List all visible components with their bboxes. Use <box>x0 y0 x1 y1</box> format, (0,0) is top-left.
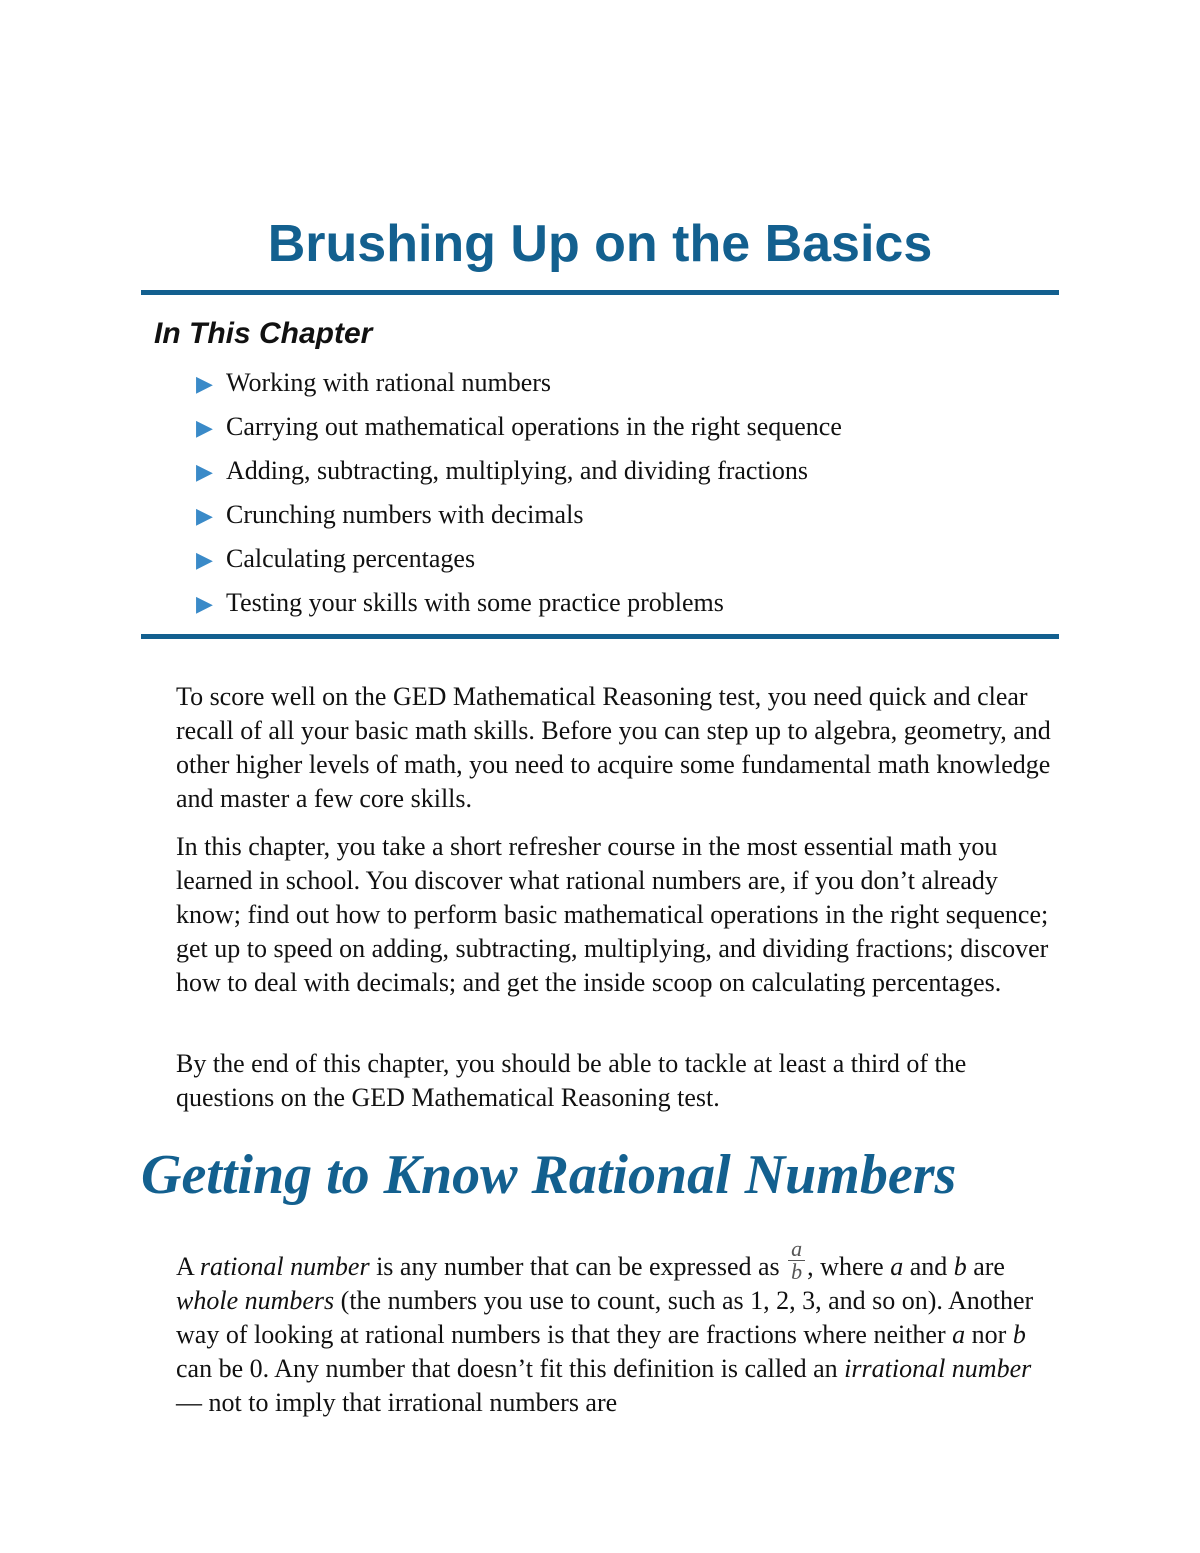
bottom-divider <box>141 634 1059 639</box>
list-item: ▶ Calculating percentages <box>196 537 842 581</box>
list-item: ▶ Adding, subtracting, multiplying, and dividing fractions <box>196 449 842 493</box>
triangle-right-icon: ▶ <box>196 503 213 528</box>
intro-paragraph-2: In this chapter, you take a short refresher course in the most essential math you learned in school. You discover what rational numbers are, if you don’t already know; find out how to perform basic mathematical operations in the right sequence; get up to speed on adding, subtracting, multiplying, and dividing fractions; discover how to deal with decimals; and get the inside scoop on calculating percentages. <box>176 832 1049 997</box>
term-irrational-number: irrational number <box>844 1354 1032 1383</box>
toc-heading: In This Chapter <box>154 317 373 350</box>
intro-paragraph-1: To score well on the GED Mathematical Reasoning test, you need quick and clear recall of all your basic math skills. Before you can step up to algebra, geometry, and other higher levels of math, you need to acquire some fundamental math knowledge and master a few core skills. <box>176 682 1051 813</box>
triangle-right-icon: ▶ <box>196 547 213 572</box>
triangle-right-icon: ▶ <box>196 591 213 616</box>
toc-list <box>196 361 842 625</box>
top-divider <box>141 290 1059 295</box>
list-item: ▶ Testing your skills with some practice problems <box>196 581 842 625</box>
list-item: ▶ Crunching numbers with decimals <box>196 493 842 537</box>
triangle-right-icon: ▶ <box>196 371 213 396</box>
fraction-a-over-b: $\frac{a}{b}$ <box>788 1238 805 1283</box>
triangle-right-icon: ▶ <box>196 459 213 484</box>
intro-paragraph-3: By the end of this chapter, you should be able to tackle at least a third of the questions on the GED Mathematical Reasoning test. <box>176 1049 967 1112</box>
triangle-right-icon: ▶ <box>196 415 213 440</box>
term-whole-numbers: whole numbers <box>176 1286 335 1315</box>
list-item: ▶ Carrying out mathematical operations in the right sequence <box>196 405 842 449</box>
list-item: ▶ Working with rational numbers <box>196 361 842 405</box>
section-title: Getting to Know Rational Numbers <box>141 1144 957 1206</box>
chapter-title: Brushing Up on the Basics <box>267 215 933 273</box>
section-paragraph: A rational number is any number that can be expressed as $\frac{a}{b}$ , where a and b are whole numbers (the numbers you use to count, such as 1, 2, 3, and so on). Another way of looking at rational numbers is that they are fractions where neither a nor b can be 0. Any number that doesn’t fit this definition is called an irrational number — not to imply that irrational numbers are <box>176 1236 1034 1417</box>
term-rational-number: rational number <box>199 1252 370 1281</box>
